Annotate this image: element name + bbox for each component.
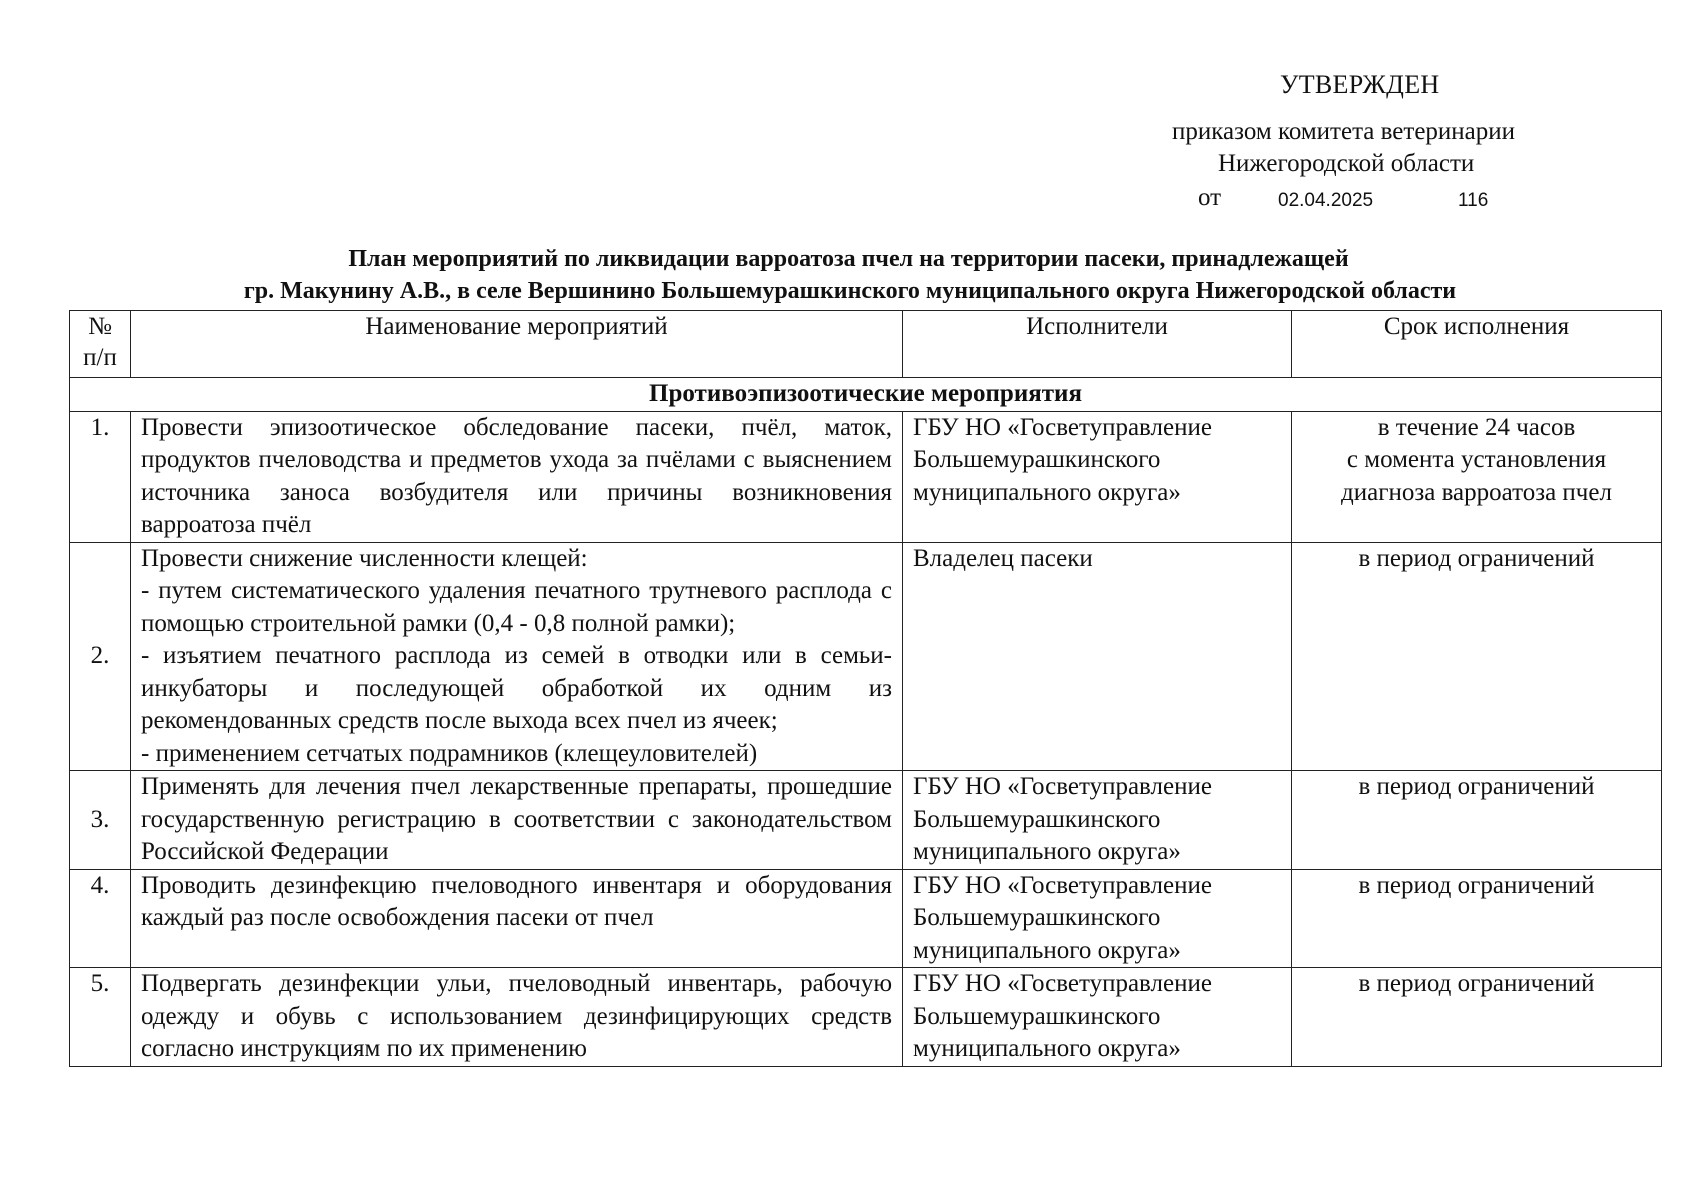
executor-line: муниципального округа» bbox=[913, 936, 1181, 964]
row-deadline: в период ограничений bbox=[1292, 869, 1662, 968]
plan-table bbox=[69, 310, 1662, 1067]
approval-number: 116 bbox=[1458, 190, 1489, 211]
row-number: 3. bbox=[70, 771, 131, 870]
executor-line: Большемурашкинского bbox=[913, 805, 1161, 833]
executor-line: муниципального округа» bbox=[913, 838, 1181, 865]
row-description: Провести эпизоотическое обследование пасеки, пчёл, маток, продуктов пчеловодства и предметов ухода за пчёлами с выяснением источника заноса возбудителя или причины возникновения варроатоза пчёл bbox=[131, 411, 903, 542]
row-description: Подвергать дезинфекции ульи, пчеловодный инвентарь, рабочую одежду и обувь с использованием дезинфицирующих средств согласно инструкциям по их применению bbox=[131, 968, 903, 1067]
approval-heading: УТВЕРЖДЕН bbox=[1280, 70, 1440, 99]
row-executor bbox=[903, 771, 1292, 870]
approval-from-label: от bbox=[1198, 184, 1222, 211]
row-executor bbox=[903, 869, 1292, 968]
approval-region-line: Нижегородской области bbox=[1218, 150, 1475, 177]
section-title: Противоэпизоотические мероприятия bbox=[70, 378, 1662, 412]
row-description: Проводить дезинфекцию пчеловодного инвентаря и оборудования каждый раз после освобождения пасеки от пчел bbox=[131, 869, 903, 968]
row-description: Применять для лечения пчел лекарственные препараты, прошедшие государственную регистрацию в соответствии с законодательством Российской Федерации bbox=[131, 771, 903, 870]
table-row bbox=[70, 869, 1662, 968]
executor-line: ГБУ НО «Госветуправление bbox=[913, 871, 1212, 899]
row-number: 5. bbox=[70, 968, 131, 1067]
row-deadline: в период ограничений bbox=[1292, 542, 1662, 771]
header-name: Наименование мероприятий bbox=[131, 311, 903, 378]
row-description bbox=[131, 542, 903, 771]
row-deadline: в период ограничений bbox=[1292, 968, 1662, 1067]
description-line: Провести снижение численности клещей: bbox=[141, 544, 588, 572]
row-number: 2. bbox=[70, 542, 131, 771]
table-row bbox=[70, 411, 1662, 542]
row-executor: Владелец пасеки bbox=[903, 542, 1292, 771]
header-executors: Исполнители bbox=[903, 311, 1292, 378]
executor-line: ГБУ НО «Госветуправление bbox=[913, 970, 1212, 997]
deadline-line: в течение 24 часов bbox=[1377, 413, 1576, 441]
description-line: - путем систематического удаления печатного трутневого расплода с помощью строительной рамки (0,4 - 0,8 полной рамки); bbox=[141, 577, 892, 637]
plan-title-line-2: гр. Макунину А.В., в селе Вершинино Большемурашкинского муниципального округа Нижегородской области bbox=[243, 278, 1457, 304]
row-number: 1. bbox=[70, 411, 131, 542]
executor-line: Большемурашкинского bbox=[913, 446, 1161, 473]
executor-line: Большемурашкинского bbox=[913, 904, 1161, 931]
header-number bbox=[70, 311, 131, 378]
header-deadline: Срок исполнения bbox=[1292, 311, 1662, 378]
row-deadline bbox=[1292, 411, 1662, 542]
approval-date: 02.04.2025 bbox=[1278, 190, 1374, 211]
deadline-line: диагноза варроатоза пчел bbox=[1341, 478, 1612, 506]
executor-line: ГБУ НО «Госветуправление bbox=[913, 773, 1212, 800]
executor-line: муниципального округа» bbox=[913, 478, 1181, 506]
approval-order-line: приказом комитета ветеринарии bbox=[1172, 118, 1516, 145]
table-header-row bbox=[70, 311, 1662, 378]
row-deadline: в период ограничений bbox=[1292, 771, 1662, 870]
row-executor bbox=[903, 968, 1292, 1067]
executor-line: ГБУ НО «Госветуправление bbox=[913, 413, 1212, 441]
section-row bbox=[70, 378, 1662, 412]
table-row bbox=[70, 542, 1662, 771]
header-number-abbr: п/п bbox=[83, 344, 117, 371]
executor-line: Большемурашкинского bbox=[913, 1002, 1161, 1030]
description-line: - изъятием печатного расплода из семей в отводки или в семьи-инкубаторы и последующей обработкой их одним из рекомендованных средств после выхода всех пчел из ячеек; bbox=[141, 642, 892, 734]
plan-title-line-1: План мероприятий по ликвидации варроатоза пчел на территории пасеки, принадлежащей bbox=[348, 246, 1349, 272]
description-line: - применением сетчатых подрамников (клещеуловителей) bbox=[141, 739, 758, 767]
table-row bbox=[70, 968, 1662, 1067]
table-row bbox=[70, 771, 1662, 870]
row-number: 4. bbox=[70, 869, 131, 968]
deadline-line: с момента установления bbox=[1346, 446, 1607, 473]
executor-line: муниципального округа» bbox=[913, 1035, 1181, 1062]
header-number-sign: № bbox=[88, 313, 112, 340]
row-executor bbox=[903, 411, 1292, 542]
